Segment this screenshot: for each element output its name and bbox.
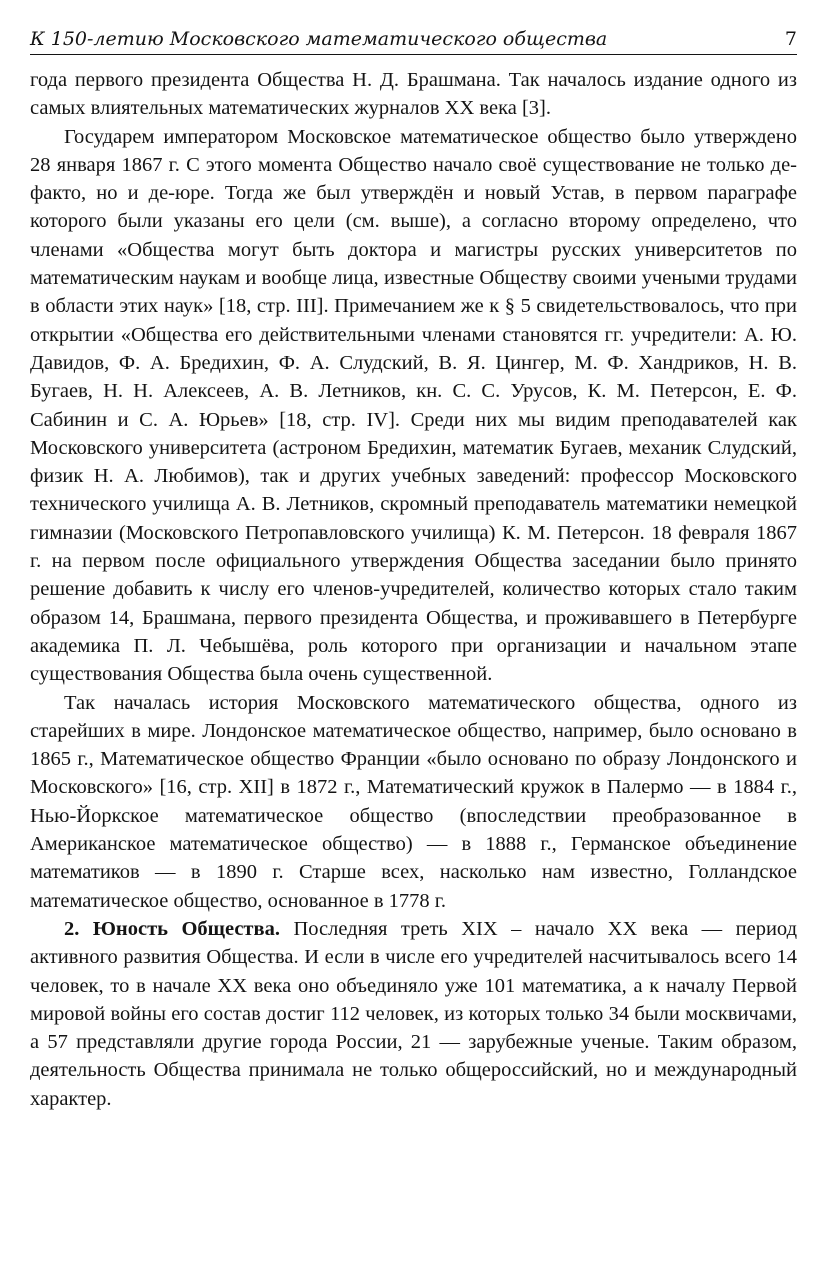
book-page <box>30 26 797 1113</box>
paragraph-society-approval <box>30 123 797 689</box>
body-text <box>30 66 797 1113</box>
running-title: К 150-летию Московского математического общества <box>30 28 608 50</box>
paragraph-history-comparison <box>30 689 797 915</box>
paragraph-text: Государем императором Московское математическое общество было утверждено 28 января 1867 г. С этого момента Общество начало своё существование не только де-факто, но и де-юре. Тогда же был утверждён и новый Устав, в первом параграфе которого были указаны его цели (см. выше), а согласно второму определено, что членами «Общества могут быть доктора и магистры русских университетов по математическим наукам и вообще лица, известные Обществу своими учеными трудами в области этих наук» [18, стр. III]. Примечанием же к § 5 свидетельствовалось, что при открытии «Общества его действительными членами становятся гг. учредители: А. Ю. Давидов, Ф. А. Бредихин, Ф. А. Слудский, В. Я. Цингер, М. Ф. Хандриков, Н. В. Бугаев, Н. Н. Алексеев, А. В. Летников, кн. С. С. Урусов, К. М. Петерсон, Е. Ф. Сабинин и С. А. Юрьев» [18, стр. IV]. Среди них мы видим преподавателей как Московского университета (астроном Бредихин, математик Бугаев, механик Слудский, физик Н. А. Любимов), так и других учебных заведений: профессор Московского технического училища А. В. Летников, скромный преподаватель математики немецкой гимназии (Московского Петропавловского училища) К. М. Петерсон. 18 февраля 1867 г. на первом после официального утверждения Общества заседании было принято решение добавить к числу его членов-учредителей, количество которых стало таким образом 14, Брашмана, первого президента Общества, и проживавшего в Петербурге академика П. Л. Чебышёва, роль которого при организации и начальном этапе существования Общества была очень существенной. <box>30 125 797 686</box>
paragraph-text: Последняя треть XIX – начало XX века — период активного развития Общества. И если в числе его учредителей насчитывалось всего 14 человек, то в начале XX века оно объединяло уже 101 математика, а к началу Первой мировой войны его состав достиг 112 человек, из которых только 34 были москвичами, а 57 представляли другие города России, 21 — зарубежные ученые. Таким образом, деятельность Общества принимала не только общероссийский, но и международный характер. <box>30 917 798 1110</box>
paragraph-continuation <box>30 66 797 123</box>
running-header <box>30 26 797 55</box>
page-number: 7 <box>784 28 797 50</box>
paragraph-section-2 <box>30 915 797 1113</box>
paragraph-text: года первого президента Общества Н. Д. Брашмана. Так началось издание одного из самых влиятельных математических журналов XX века [3]. <box>30 69 797 120</box>
section-heading: 2. Юность Общества. <box>64 917 280 940</box>
paragraph-text: Так началась история Московского математического общества, одного из старейших в мире. Лондонское математическое общество, например, было основано в 1865 г., Математическое общество Франции «было основано по образу Лондонского и Московского» [16, стр. XII] в 1872 г., Математический кружок в Палермо — в 1884 г., Нью-Йоркское математическое общество (впоследствии преобразованное в Американское математическое общество) — в 1888 г., Германское объединение математиков — в 1890 г. Старше всех, насколько нам известно, Голландское математическое общество, основанное в 1778 г. <box>30 691 797 912</box>
